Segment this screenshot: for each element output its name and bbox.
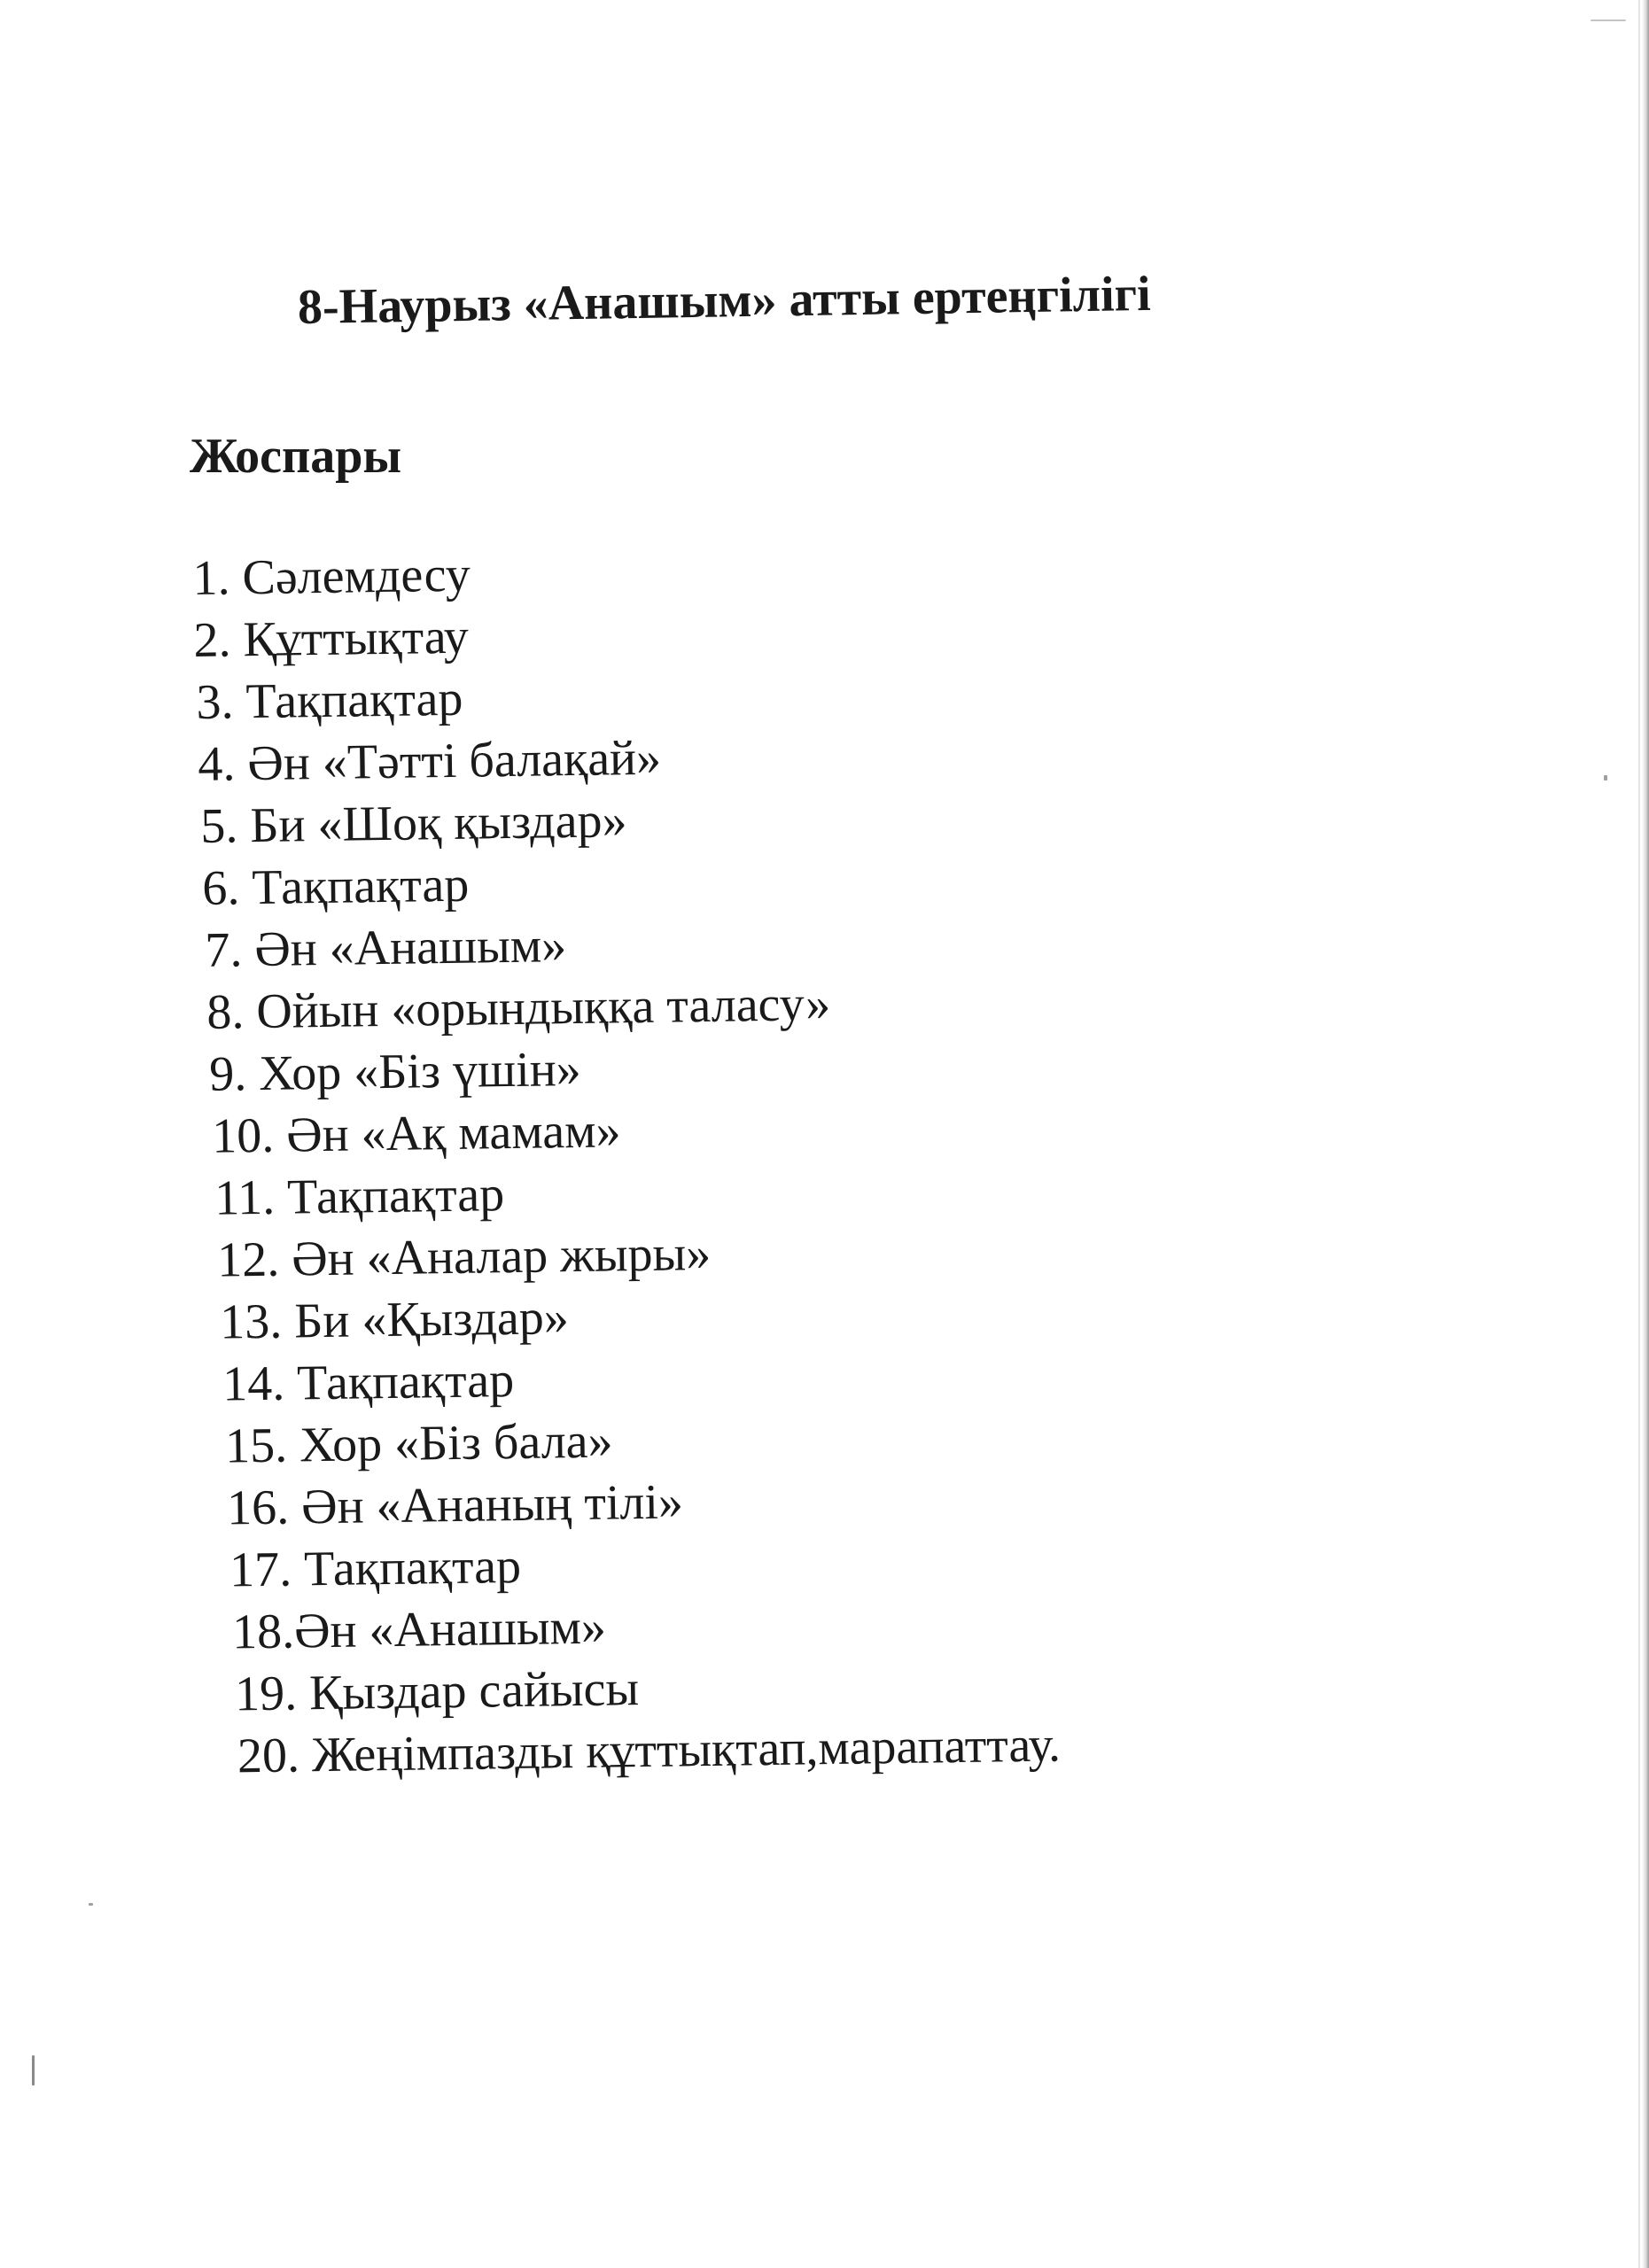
scan-edge-line: [1638, 0, 1640, 2268]
plan-item: 7. Ән «Анашым»: [204, 918, 567, 978]
scan-speck: [89, 1903, 93, 1906]
document-title: 8-Наурыз «Анашым» атты ертеңгілігі: [297, 266, 1152, 335]
plan-list: [192, 536, 1061, 1788]
plan-item: 14. Тақпақтар: [222, 1353, 515, 1412]
plan-item: 4. Ән «Тәтті балақай»: [197, 730, 662, 792]
plan-item: 11. Тақпақтар: [214, 1167, 505, 1226]
plan-item: 1. Сәлемдесу: [192, 547, 471, 606]
plan-item: 2. Құттықтау: [193, 609, 470, 668]
plan-item: 18.Ән «Анашым»: [231, 1599, 607, 1660]
plan-item: 12. Ән «Аналар жыры»: [216, 1225, 712, 1288]
plan-item: 15. Хор «Біз бала»: [224, 1413, 613, 1474]
plan-item: 5. Би «Шоқ қыздар»: [199, 793, 627, 854]
plan-item: 17. Тақпақтар: [229, 1538, 522, 1598]
plan-item: 13. Би «Қыздар»: [219, 1290, 570, 1350]
scan-edge-shadow: [1642, 0, 1649, 2268]
plan-item: 6. Тақпақтар: [201, 857, 470, 916]
scan-speck: [1604, 775, 1607, 781]
scan-speck: [1591, 19, 1626, 21]
plan-heading: Жоспары: [190, 429, 402, 484]
plan-item: 9. Хор «Біз үшін»: [208, 1041, 582, 1102]
plan-item: 3. Тақпақтар: [196, 671, 463, 730]
plan-item: 20. Жеңімпазды құттықтап,марапаттау.: [237, 1717, 1062, 1784]
scan-speck: [32, 2055, 35, 2085]
plan-item: 8. Ойын «орындыққа таласу»: [206, 975, 831, 1040]
plan-item: 19. Қыздар сайысы: [234, 1661, 640, 1722]
plan-item: 16. Ән «Ананың тілі»: [226, 1474, 684, 1536]
plan-item: 10. Ән «Ақ мамам»: [211, 1103, 621, 1164]
